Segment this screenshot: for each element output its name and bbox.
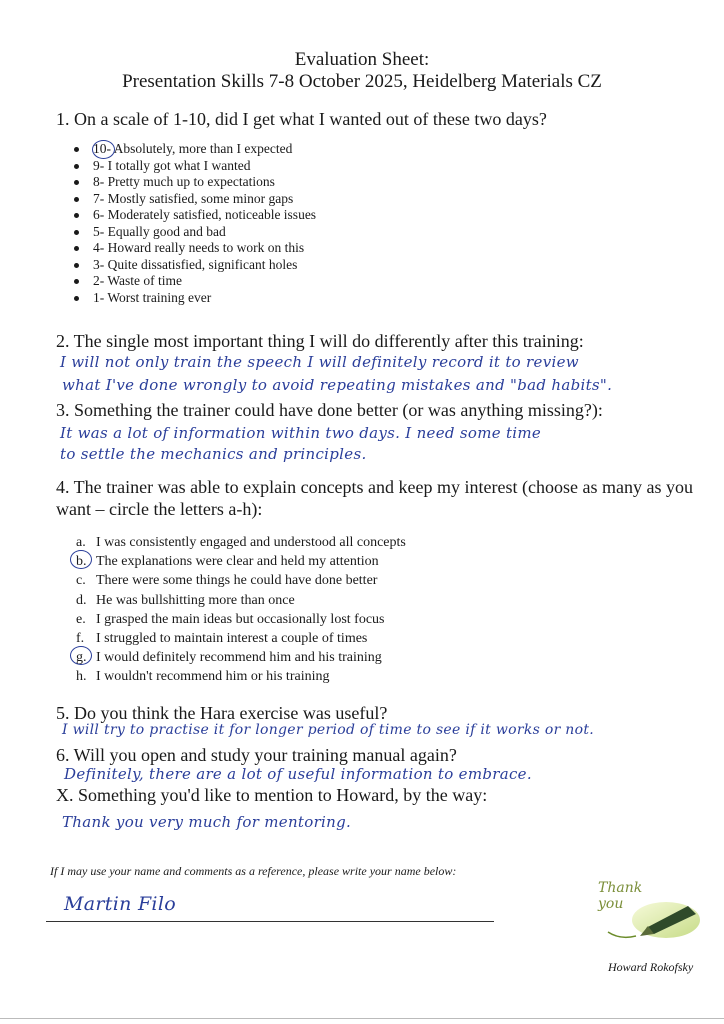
- question-1: 1. On a scale of 1-10, did I get what I wanted out of these two days?: [56, 109, 547, 129]
- rating-option: 4- Howard really needs to work on this: [70, 240, 316, 257]
- sheet-subtitle: Presentation Skills 7-8 October 2025, Heidelberg Materials CZ: [122, 71, 602, 92]
- rating-option: 1- Worst training ever: [70, 290, 316, 307]
- explanation-option: b. The explanations were clear and held my attention: [76, 554, 379, 570]
- question-3: 3. Something the trainer could have done better (or was anything missing?):: [56, 400, 603, 420]
- rating-scale-list: [70, 141, 316, 306]
- thank-you-text: Thank you: [598, 880, 643, 912]
- signature-line: [46, 921, 494, 922]
- answer-x: Thank you very much for mentoring.: [62, 813, 352, 831]
- rating-option: 10- Absolutely, more than I expected: [70, 141, 316, 158]
- answer-5: I will try to practise it for longer period of time to see if it works or not.: [62, 722, 595, 738]
- answer-2-line-1: I will not only train the speech I will definitely record it to review: [60, 353, 579, 371]
- rating-option: 2- Waste of time: [70, 273, 316, 290]
- explanation-option: g. I would definitely recommend him and his training: [76, 650, 382, 666]
- thank-you-logo: [588, 870, 708, 950]
- question-5: 5. Do you think the Hara exercise was useful?: [56, 703, 388, 723]
- question-4: 4. The trainer was able to explain concepts and keep my interest (choose as many as you want – circle the letters a-h):: [56, 477, 693, 519]
- answer-3-line-1: It was a lot of information within two days. I need some time: [60, 424, 542, 442]
- explanation-options-list: [76, 533, 406, 687]
- answer-6: Definitely, there are a lot of useful information to embrace.: [64, 765, 532, 783]
- trainer-name: Howard Rokofsky: [608, 960, 694, 974]
- question-2: 2. The single most important thing I will do differently after this training:: [56, 331, 584, 351]
- answer-3-line-2: to settle the mechanics and principles.: [60, 445, 367, 463]
- page-bottom-divider: [0, 1018, 724, 1019]
- rating-option: 5- Equally good and bad: [70, 224, 316, 241]
- rating-option: 3- Quite dissatisfied, significant holes: [70, 257, 316, 274]
- selected-option-g-circle: [70, 646, 92, 665]
- explanation-option: f. I struggled to maintain interest a couple of times: [76, 630, 368, 646]
- explanation-option: c. There were some things he could have done better: [76, 573, 378, 589]
- question-6: 6. Will you open and study your training manual again?: [56, 745, 457, 765]
- rating-option: 7- Mostly satisfied, some minor gaps: [70, 191, 316, 208]
- explanation-option: e. I grasped the main ideas but occasionally lost focus: [76, 611, 385, 627]
- explanation-option: a. I was consistently engaged and understood all concepts: [76, 535, 406, 550]
- reference-note: If I may use your name and comments as a reference, please write your name below:: [50, 864, 457, 878]
- question-x: X. Something you'd like to mention to Howard, by the way:: [56, 785, 488, 805]
- answer-2-line-2: what I've done wrongly to avoid repeating mistakes and "bad habits".: [62, 376, 613, 394]
- rating-option: 9- I totally got what I wanted: [70, 158, 316, 175]
- explanation-option: d. He was bullshitting more than once: [76, 592, 295, 608]
- rating-option: 8- Pretty much up to expectations: [70, 174, 316, 191]
- explanation-option: h. I wouldn't recommend him or his training: [76, 669, 330, 685]
- selected-rating-circle: [92, 140, 115, 159]
- selected-option-b-circle: [70, 550, 92, 569]
- signature-name: Martin Filo: [64, 893, 176, 915]
- sheet-title: Evaluation Sheet:: [294, 49, 430, 70]
- rating-option: 6- Moderately satisfied, noticeable issues: [70, 207, 316, 224]
